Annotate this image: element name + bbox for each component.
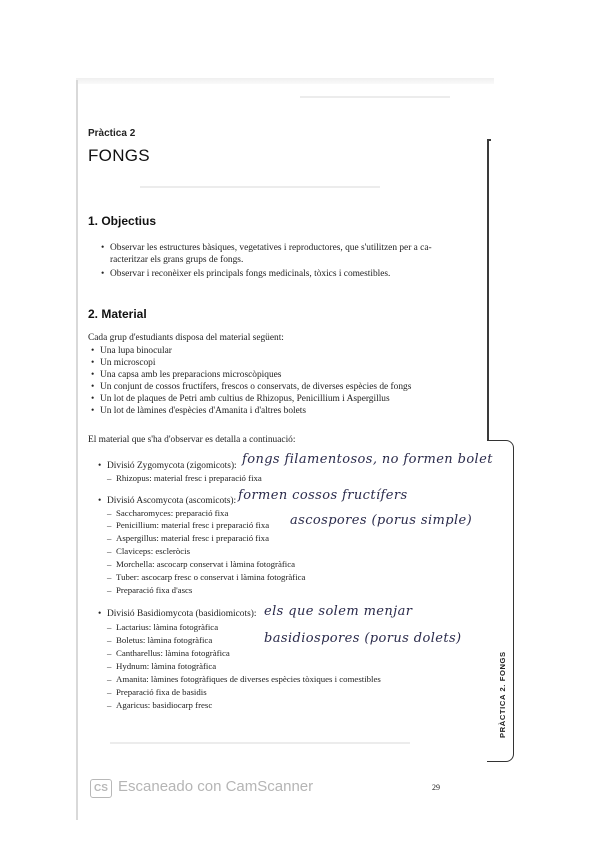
material-item: • Un microscopi xyxy=(100,358,155,369)
division-item: – Morchella: ascocarp conservat i làmina fotogràfica xyxy=(116,559,295,570)
division-item: – Amanita: làmines fotogràfiques de diverses espècies tòxiques i comestibles xyxy=(116,674,381,685)
handwritten-note: els que solem menjar xyxy=(264,604,413,619)
observe-intro: El material que s'ha d'observar es detalla a continuació: xyxy=(88,435,296,445)
handwritten-note: formen cossos fructífers xyxy=(238,488,408,503)
division-item: – Lactarius: làmina fotogràfica xyxy=(116,622,218,633)
material-intro: Cada grup d'estudiants disposa del material següent: xyxy=(88,333,284,343)
objectiu-item-cont: racteritzar els grans grups de fongs. xyxy=(110,255,244,265)
material-item: • Una lupa binocular xyxy=(100,346,172,357)
material-item: • Un conjunt de cossos fructífers, frescos o conservats, de diverses espècies de fongs xyxy=(100,382,411,393)
section-heading-material: 2. Material xyxy=(88,307,147,321)
division-item: – Saccharomyces: preparació fixa xyxy=(116,508,228,519)
division-item: – Aspergillus: material fresc i preparació fixa xyxy=(116,533,269,544)
scan-edge xyxy=(76,80,78,820)
page-title: FONGS xyxy=(88,146,150,165)
chapter-tab-label: PRÀCTICA 2. FONGS xyxy=(498,651,507,738)
objectiu-item: • Observar les estructures bàsiques, vegetatives i reproductores, que s'utilitzen per a ca- xyxy=(110,243,432,254)
practica-label: Pràctica 2 xyxy=(88,128,136,139)
material-item: • Un lot de plaques de Petri amb cultius de Rhizopus, Penicillium i Aspergillus xyxy=(100,394,390,405)
division-item: – Tuber: ascocarp fresc o conservat i làmina fotogràfica xyxy=(116,572,305,583)
page-number: 29 xyxy=(432,783,440,792)
division-item: – Agaricus: basidiocarp fresc xyxy=(116,700,212,711)
material-item: • Un lot de làmines d'espècies d'Amanita i d'altres bolets xyxy=(100,406,306,417)
handwritten-note: ascospores (porus simple) xyxy=(290,513,473,528)
division-title: • Divisió Zygomycota (zigomicots): xyxy=(107,461,237,472)
objectiu-item: • Observar i reconèixer els principals fongs medicinals, tòxics i comestibles. xyxy=(110,269,390,280)
section-heading-objectius: 1. Objectius xyxy=(88,214,157,228)
division-item: – Rhizopus: material fresc i preparació fixa xyxy=(116,473,262,484)
division-item: – Cantharellus: làmina fotogràfica xyxy=(116,648,230,659)
handwritten-note: basidiospores (porus dolets) xyxy=(264,631,462,646)
document-page xyxy=(88,0,488,848)
handwritten-note: fongs filamentosos, no formen bolet xyxy=(242,452,493,467)
division-item: – Preparació fixa de basidis xyxy=(116,687,207,698)
division-item: – Penicillium: material fresc i preparació fixa xyxy=(116,520,269,531)
division-item: – Claviceps: escleròcis xyxy=(116,546,190,557)
scanner-watermark: Escaneado con CamScanner xyxy=(118,778,314,795)
camscanner-logo-icon: CS xyxy=(90,779,112,798)
division-title: • Divisió Basidiomycota (basidiomicots): xyxy=(107,609,256,620)
division-item: – Hydnum: làmina fotogràfica xyxy=(116,661,216,672)
division-title: • Divisió Ascomycota (ascomicots): xyxy=(107,496,236,507)
division-item: – Boletus: làmina fotogràfica xyxy=(116,635,212,646)
division-item: – Preparació fixa d'ascs xyxy=(116,585,192,596)
material-item: • Una capsa amb les preparacions microscòpiques xyxy=(100,370,281,381)
